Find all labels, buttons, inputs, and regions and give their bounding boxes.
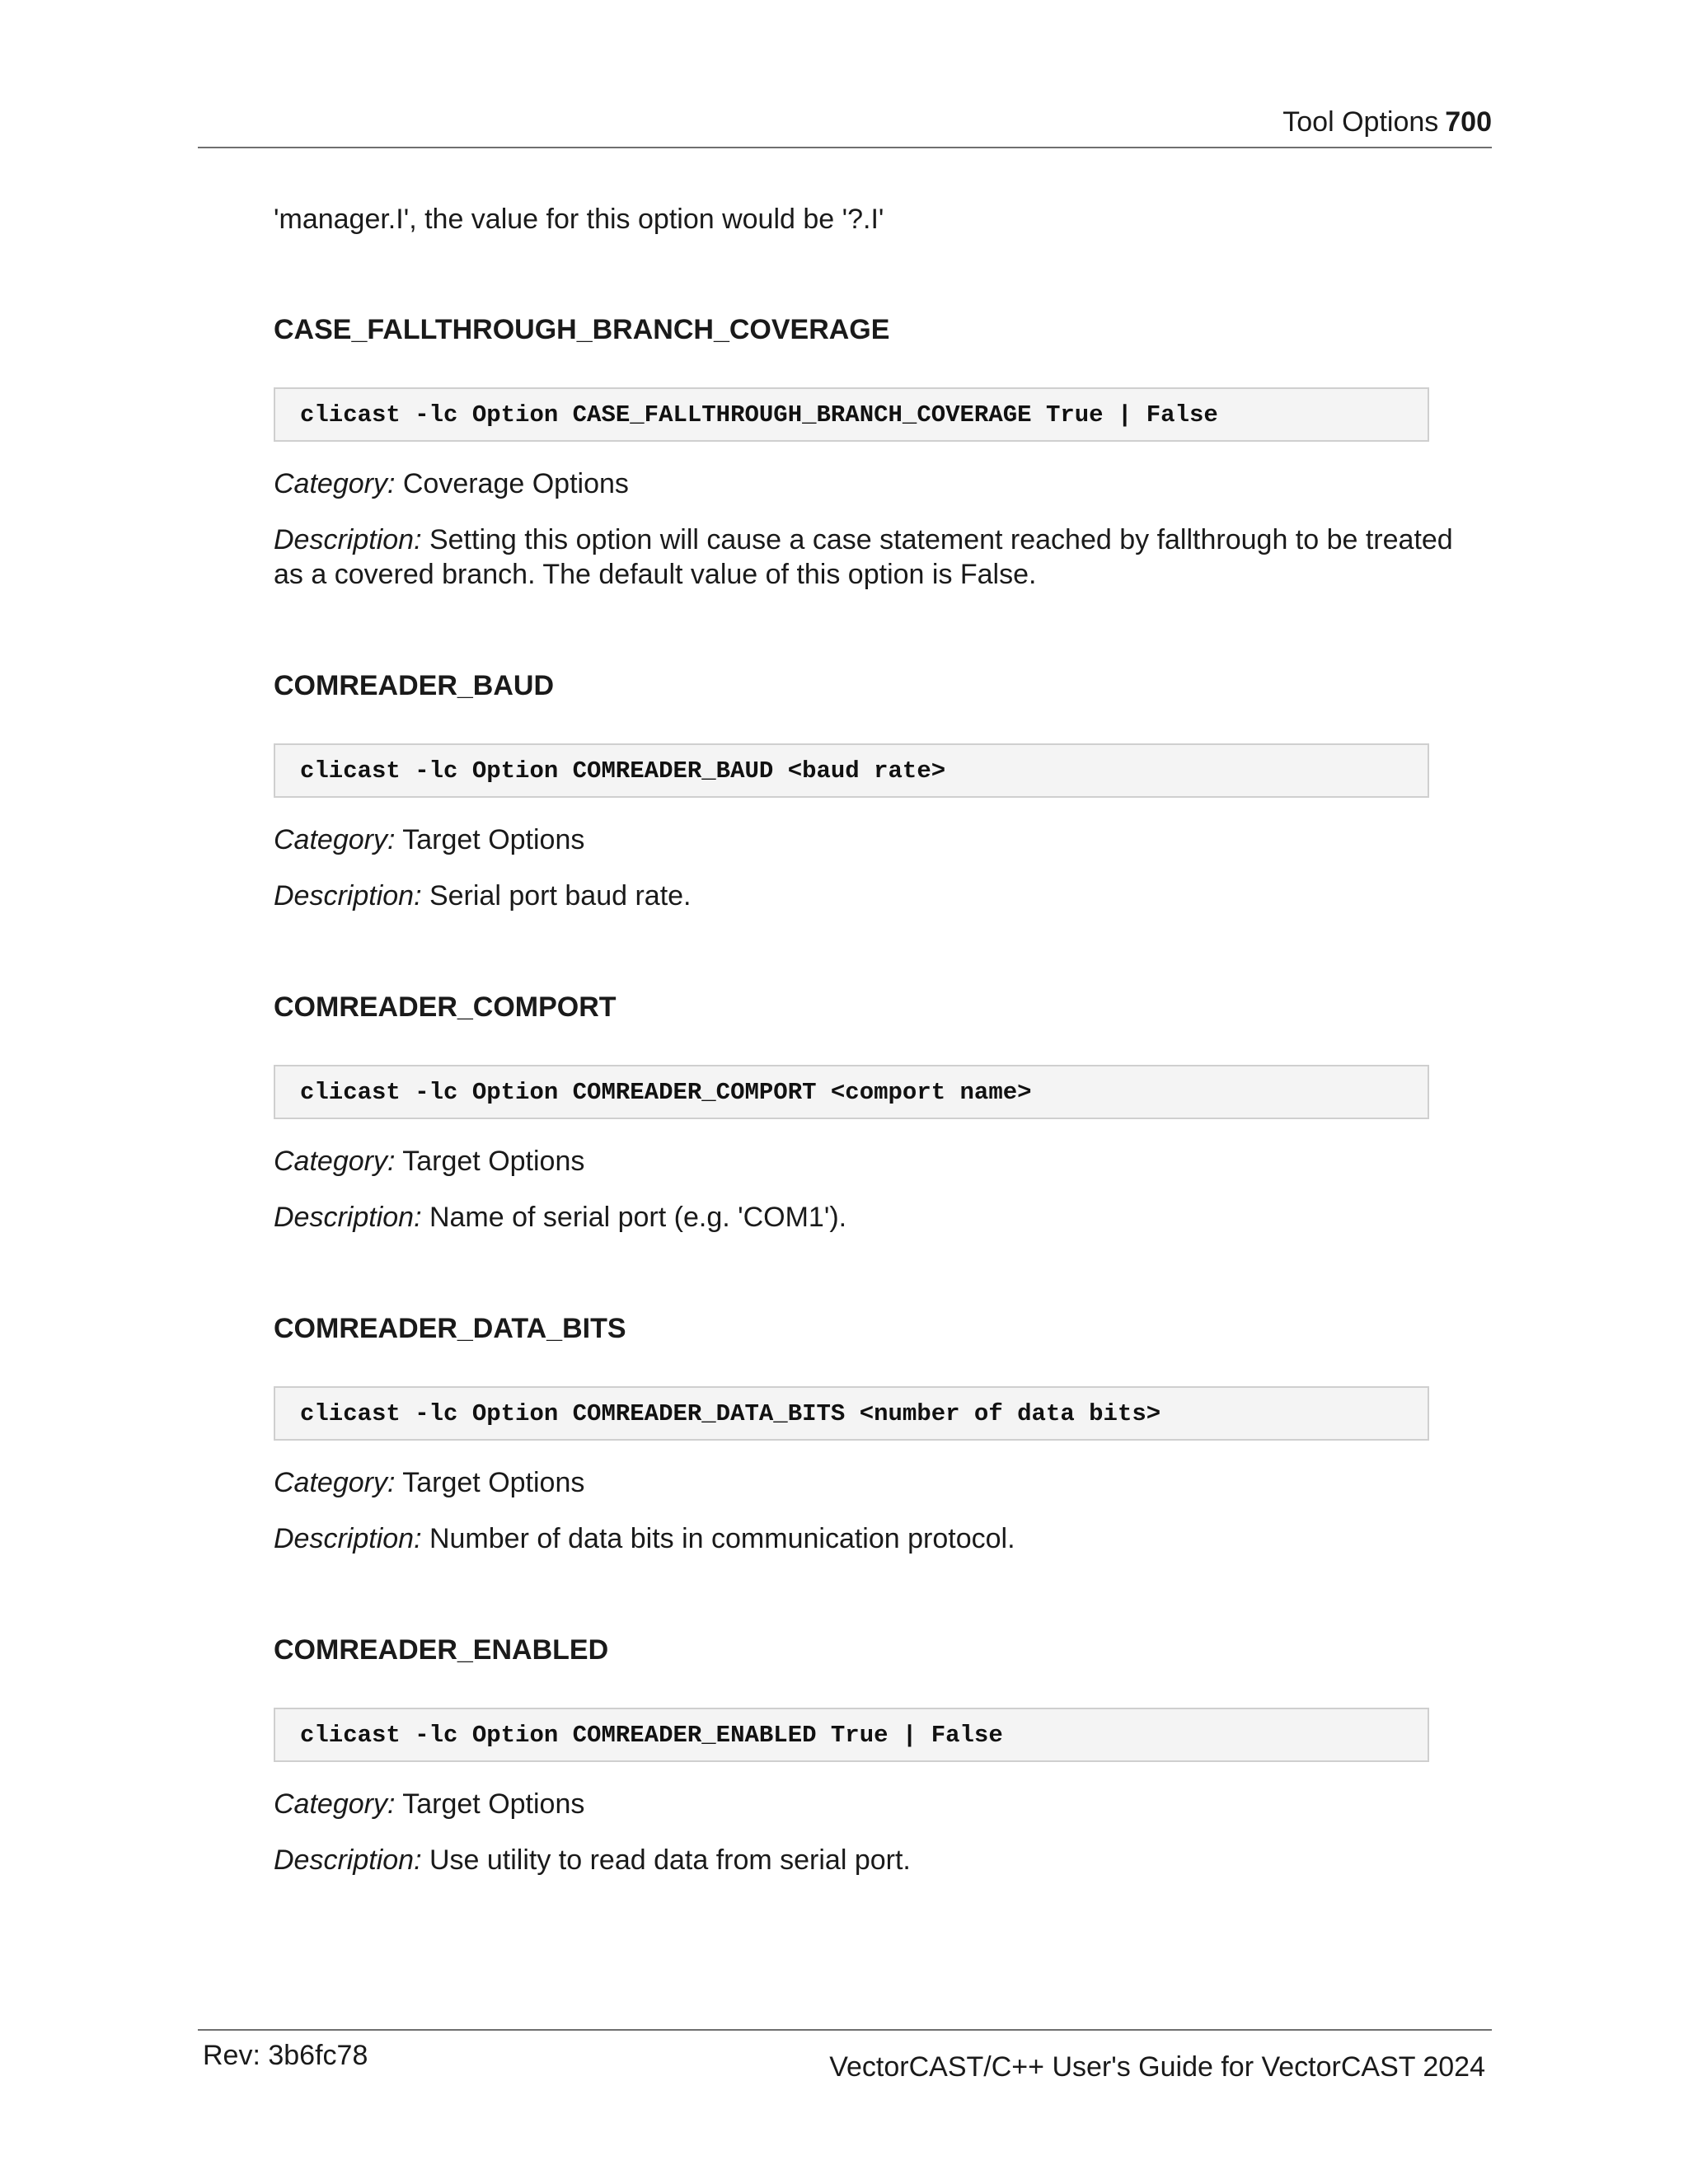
- category-value: Target Options: [402, 1467, 585, 1498]
- option-section: [274, 668, 1469, 913]
- category-value: Target Options: [402, 1788, 585, 1820]
- option-description: [274, 1200, 1469, 1235]
- command-code-block: clicast -lc Option COMREADER_ENABLED True | False: [274, 1708, 1429, 1762]
- page-footer: [198, 2029, 1492, 2097]
- command-code-block: clicast -lc Option COMREADER_BAUD <baud rate>: [274, 743, 1429, 798]
- page-number: 700: [1445, 106, 1492, 138]
- option-description: [274, 523, 1469, 592]
- option-section: [274, 1632, 1469, 1877]
- category-label: Category:: [274, 1788, 396, 1820]
- option-title: COMREADER_ENABLED: [274, 1634, 609, 1666]
- description-value: Serial port baud rate.: [429, 880, 692, 912]
- page-header: [198, 104, 1492, 148]
- description-label: Description:: [274, 880, 422, 912]
- intro-text: 'manager.I', the value for this option would be '?.I': [274, 204, 884, 235]
- revision-text: Rev: 3b6fc78: [203, 2040, 368, 2071]
- option-category: [274, 1787, 1469, 1821]
- section-title: Tool Options: [1282, 106, 1439, 138]
- option-description: [274, 1521, 1469, 1556]
- option-title: COMREADER_COMPORT: [274, 991, 617, 1023]
- option-title: COMREADER_BAUD: [274, 670, 555, 701]
- option-section: [274, 312, 1469, 592]
- category-label: Category:: [274, 824, 396, 855]
- category-value: Target Options: [402, 824, 585, 855]
- option-category: [274, 1465, 1469, 1500]
- description-label: Description:: [274, 1523, 422, 1554]
- category-value: Target Options: [402, 1146, 585, 1177]
- category-label: Category:: [274, 1146, 396, 1177]
- description-value: Name of serial port (e.g. 'COM1').: [429, 1202, 847, 1233]
- option-section: [274, 1310, 1469, 1556]
- guide-title: VectorCAST/C++ User's Guide for VectorCAST 2024: [829, 2051, 1485, 2083]
- option-section: [274, 989, 1469, 1235]
- category-label: Category:: [274, 1467, 396, 1498]
- page-content: [274, 201, 1469, 1877]
- category-value: Coverage Options: [402, 468, 629, 499]
- description-label: Description:: [274, 1844, 422, 1876]
- description-value: Use utility to read data from serial port.: [429, 1844, 911, 1876]
- option-title: CASE_FALLTHROUGH_BRANCH_COVERAGE: [274, 314, 890, 345]
- header-text: [1282, 104, 1492, 140]
- option-description: [274, 1843, 1469, 1877]
- command-code-block: clicast -lc Option COMREADER_COMPORT <comport name>: [274, 1065, 1429, 1119]
- option-title: COMREADER_DATA_BITS: [274, 1313, 626, 1344]
- description-label: Description:: [274, 524, 422, 555]
- category-label: Category:: [274, 468, 396, 499]
- option-description: [274, 879, 1469, 913]
- option-category: [274, 1144, 1469, 1179]
- description-label: Description:: [274, 1202, 422, 1233]
- description-value: Setting this option will cause a case statement reached by fallthrough to be treated as a covered branch. The default value of this option is False.: [274, 524, 1453, 590]
- command-code-block: clicast -lc Option CASE_FALLTHROUGH_BRANCH_COVERAGE True | False: [274, 387, 1429, 442]
- command-code-block: clicast -lc Option COMREADER_DATA_BITS <number of data bits>: [274, 1386, 1429, 1441]
- description-value: Number of data bits in communication protocol.: [429, 1523, 1015, 1554]
- option-category: [274, 823, 1469, 857]
- option-category: [274, 466, 1469, 501]
